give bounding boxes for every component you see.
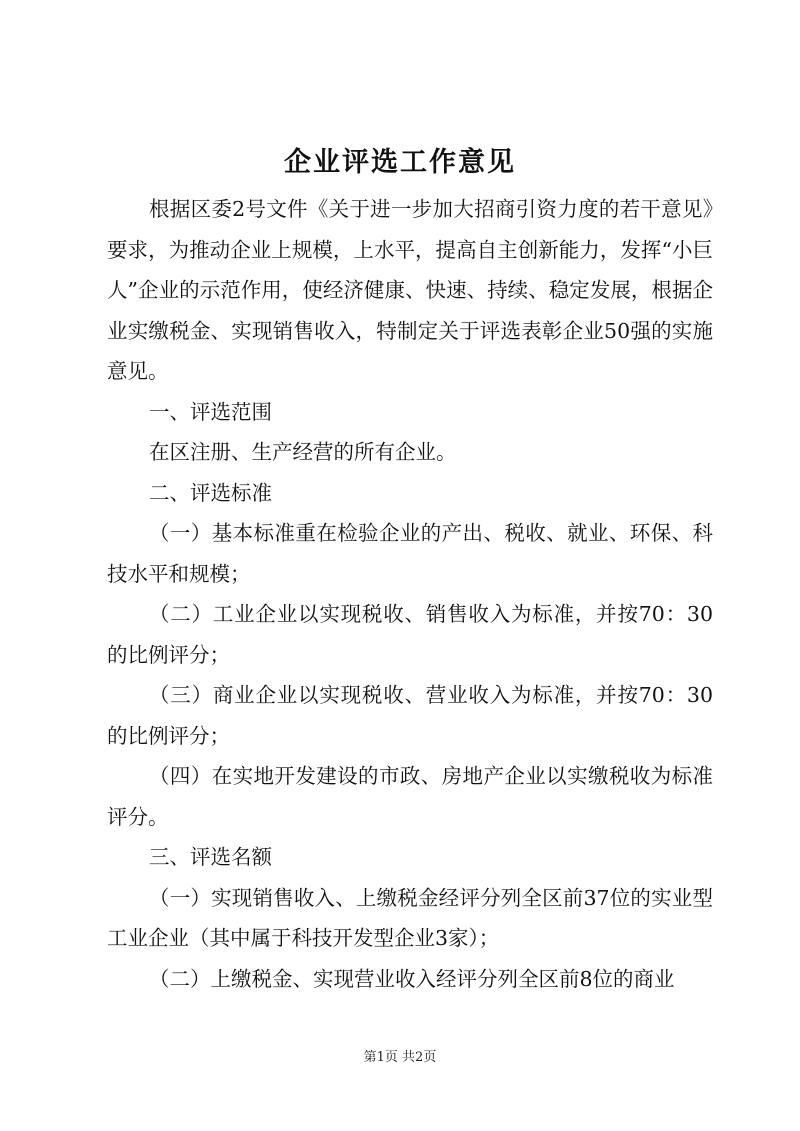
page-footer: 第1页 共2页 (363, 1050, 437, 1065)
paragraph-intro: 根据区委2号文件《关于进一步加大招商引资力度的若干意见》要求，为推动企业上规模，上水平，提高自主创新能力，发挥“小巨人”企业的示范作用，使经济健康、快速、持续、稳定发展，根据企业实缴税金、实现销售收入，特制定关于评选表彰企业50强的实施意见。 (107, 197, 713, 383)
document-title: 企业评选工作意见 (284, 147, 516, 178)
section-heading-criteria: 二、评选标准 (149, 480, 272, 505)
paragraph-scope: 在区注册、生产经营的所有企业。 (149, 440, 457, 464)
paragraph-criteria-3: （三）商业企业以实现税收、营业收入为标准，并按70：30的比例评分； (107, 683, 713, 748)
section-heading-quota: 三、评选名额 (149, 845, 272, 869)
paragraph-quota-2: （二）上缴税金、实现营业收入经评分列全区前8位的商业 (149, 966, 675, 991)
paragraph-criteria-2: （二）工业企业以实现税收、销售收入为标准，并按70：30的比例评分； (107, 602, 713, 667)
paragraph-criteria-1: （一）基本标准重在检验企业的产出、税收、就业、环保、科技水平和规模； (107, 521, 713, 586)
paragraph-quota-1: （一）实现销售收入、上缴税金经评分列全区前37位的实业型工业企业（其中属于科技开发型企业3家）； (107, 885, 713, 950)
section-heading-scope: 一、评选范围 (149, 399, 272, 424)
paragraph-criteria-4: （四）在实地开发建设的市政、房地产企业以实缴税收为标准评分。 (107, 764, 713, 829)
document-body (107, 189, 713, 999)
